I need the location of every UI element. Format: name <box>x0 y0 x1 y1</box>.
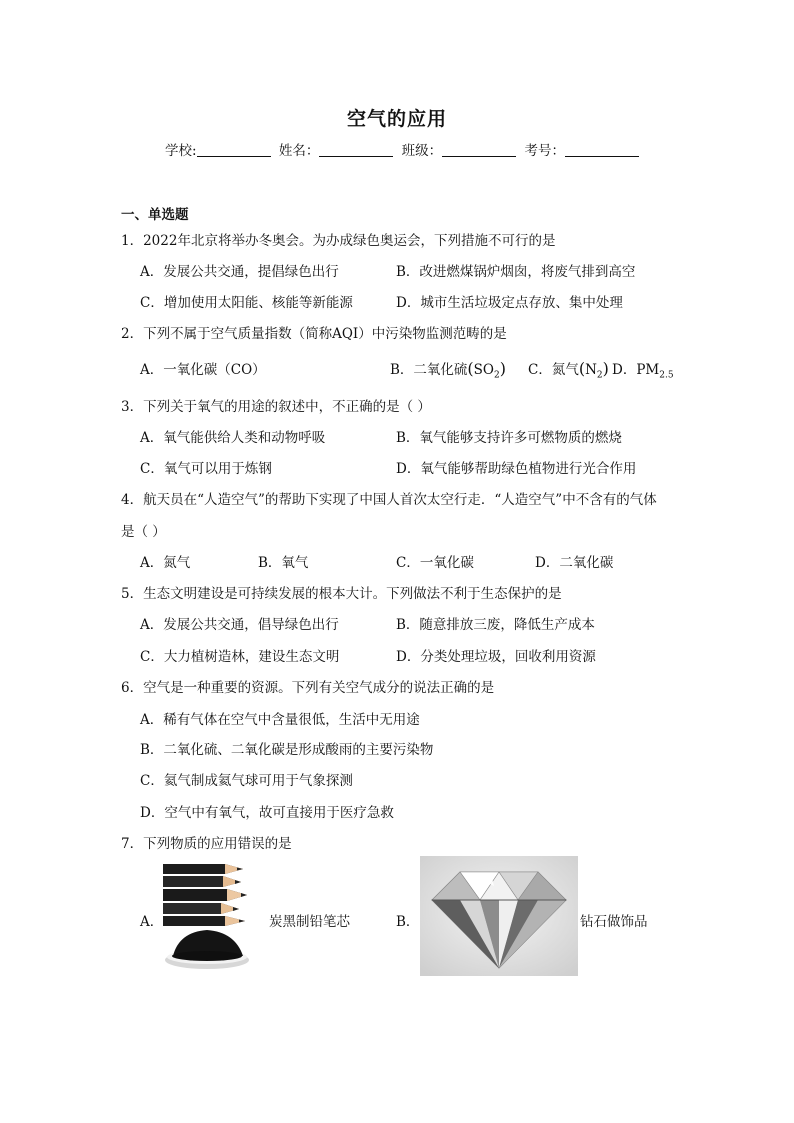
question-4-option-d[interactable]: D．二氧化碳 <box>535 555 614 571</box>
question-7-option-b-text: 钻石做饰品 <box>580 914 648 930</box>
school-blank[interactable] <box>197 144 271 157</box>
question-5-option-d[interactable]: D．分类处理垃圾，回收利用资源 <box>396 649 596 665</box>
question-6-option-b[interactable]: B．二氧化硫、二氧化碳是形成酸雨的主要污染物 <box>140 742 434 758</box>
question-1-option-a[interactable]: A．发展公共交通，提倡绿色出行 <box>140 264 339 280</box>
pm25-subscript: 2.5 <box>659 370 674 381</box>
question-5-option-b[interactable]: B．随意排放三废，降低生产成本 <box>396 617 595 633</box>
school-label: 学校: <box>165 143 197 159</box>
option-c-text: C．氮气 <box>528 362 579 378</box>
question-1-option-c[interactable]: C．增加使用太阳能、核能等新能源 <box>140 295 353 311</box>
name-label: 姓名： <box>278 143 320 159</box>
question-3-option-d[interactable]: D．氧气能够帮助绿色植物进行光合作用 <box>396 461 637 477</box>
question-4-option-b[interactable]: B．氧气 <box>258 555 309 571</box>
question-6-option-d[interactable]: D．空气中有氧气，故可直接用于医疗急救 <box>140 805 394 821</box>
question-3-stem: 3．下列关于氧气的用途的叙述中，不正确的是（ ） <box>121 399 431 415</box>
question-6-option-c[interactable]: C．氦气制成氦气球可用于气象探测 <box>140 773 353 789</box>
question-7-option-b-label[interactable]: B． <box>396 914 420 930</box>
exam-number-label: 考号： <box>524 143 565 159</box>
question-4-option-c[interactable]: C．一氧化碳 <box>396 555 474 571</box>
question-3-option-b[interactable]: B．氧气能够支持许多可燃物质的燃烧 <box>396 430 622 446</box>
student-info-line <box>165 139 643 159</box>
question-5-stem: 5．生态文明建设是可持续发展的根本大计。下列做法不利于生态保护的是 <box>121 586 562 602</box>
pencils-carbon-black-image <box>163 860 267 972</box>
n2-formula: N <box>585 362 597 378</box>
question-2-option-c[interactable]: C．氮气$(N_2)$ <box>528 359 609 381</box>
class-blank[interactable] <box>442 144 516 157</box>
question-1-option-d[interactable]: D．城市生活垃圾定点存放、集中处理 <box>396 295 623 311</box>
question-4-stem-continued: 是（ ） <box>121 524 166 540</box>
question-1-stem: 1．2022年北京将举办冬奥会。为办成绿色奥运会，下列措施不可行的是 <box>121 233 556 249</box>
question-7-stem: 7．下列物质的应用错误的是 <box>121 836 292 852</box>
question-5-option-a[interactable]: A．发展公共交通，倡导绿色出行 <box>140 617 339 633</box>
name-blank[interactable] <box>319 144 393 157</box>
question-5-option-c[interactable]: C．大力植树造林，建设生态文明 <box>140 649 340 665</box>
question-4-option-a[interactable]: A．氮气 <box>140 555 191 571</box>
question-3-option-a[interactable]: A．氧气能供给人类和动物呼吸 <box>140 430 326 446</box>
question-7-option-a-label[interactable]: A． <box>140 914 164 930</box>
so2-formula: SO <box>473 362 494 378</box>
diamond-image <box>420 856 578 976</box>
question-1-option-b[interactable]: B．改进燃煤锅炉烟囱，将废气排到高空 <box>396 264 636 280</box>
question-2-stem: 2．下列不属于空气质量指数（简称AQI）中污染物监测范畴的是 <box>121 326 507 342</box>
question-6-option-a[interactable]: A．稀有气体在空气中含量很低，生活中无用途 <box>140 712 420 728</box>
question-4-stem: 4．航天员在“人造空气”的帮助下实现了中国人首次太空行走．“人造空气”中不含有的气体 <box>121 492 657 508</box>
question-6-stem: 6．空气是一种重要的资源。下列有关空气成分的说法正确的是 <box>121 680 495 696</box>
so2-subscript: 2 <box>494 370 500 381</box>
option-b-text: B．二氧化硫 <box>390 362 468 378</box>
section-heading: 一、单选题 <box>121 207 189 223</box>
question-2-option-a[interactable]: A．一氧化碳（CO） <box>140 362 266 378</box>
exam-number-blank[interactable] <box>565 144 639 157</box>
question-2-option-b[interactable]: B．二氧化硫$(SO_2)$ <box>390 359 506 381</box>
class-label: 班级： <box>401 143 443 159</box>
question-7-option-a-text: 炭黑制铅笔芯 <box>269 914 350 930</box>
question-2-option-d[interactable] <box>612 358 674 381</box>
option-d-text: D．PM <box>612 362 660 378</box>
n2-subscript: 2 <box>596 370 603 381</box>
page-title: 空气的应用 <box>346 108 447 130</box>
question-3-option-c[interactable]: C．氧气可以用于炼钢 <box>140 461 272 477</box>
